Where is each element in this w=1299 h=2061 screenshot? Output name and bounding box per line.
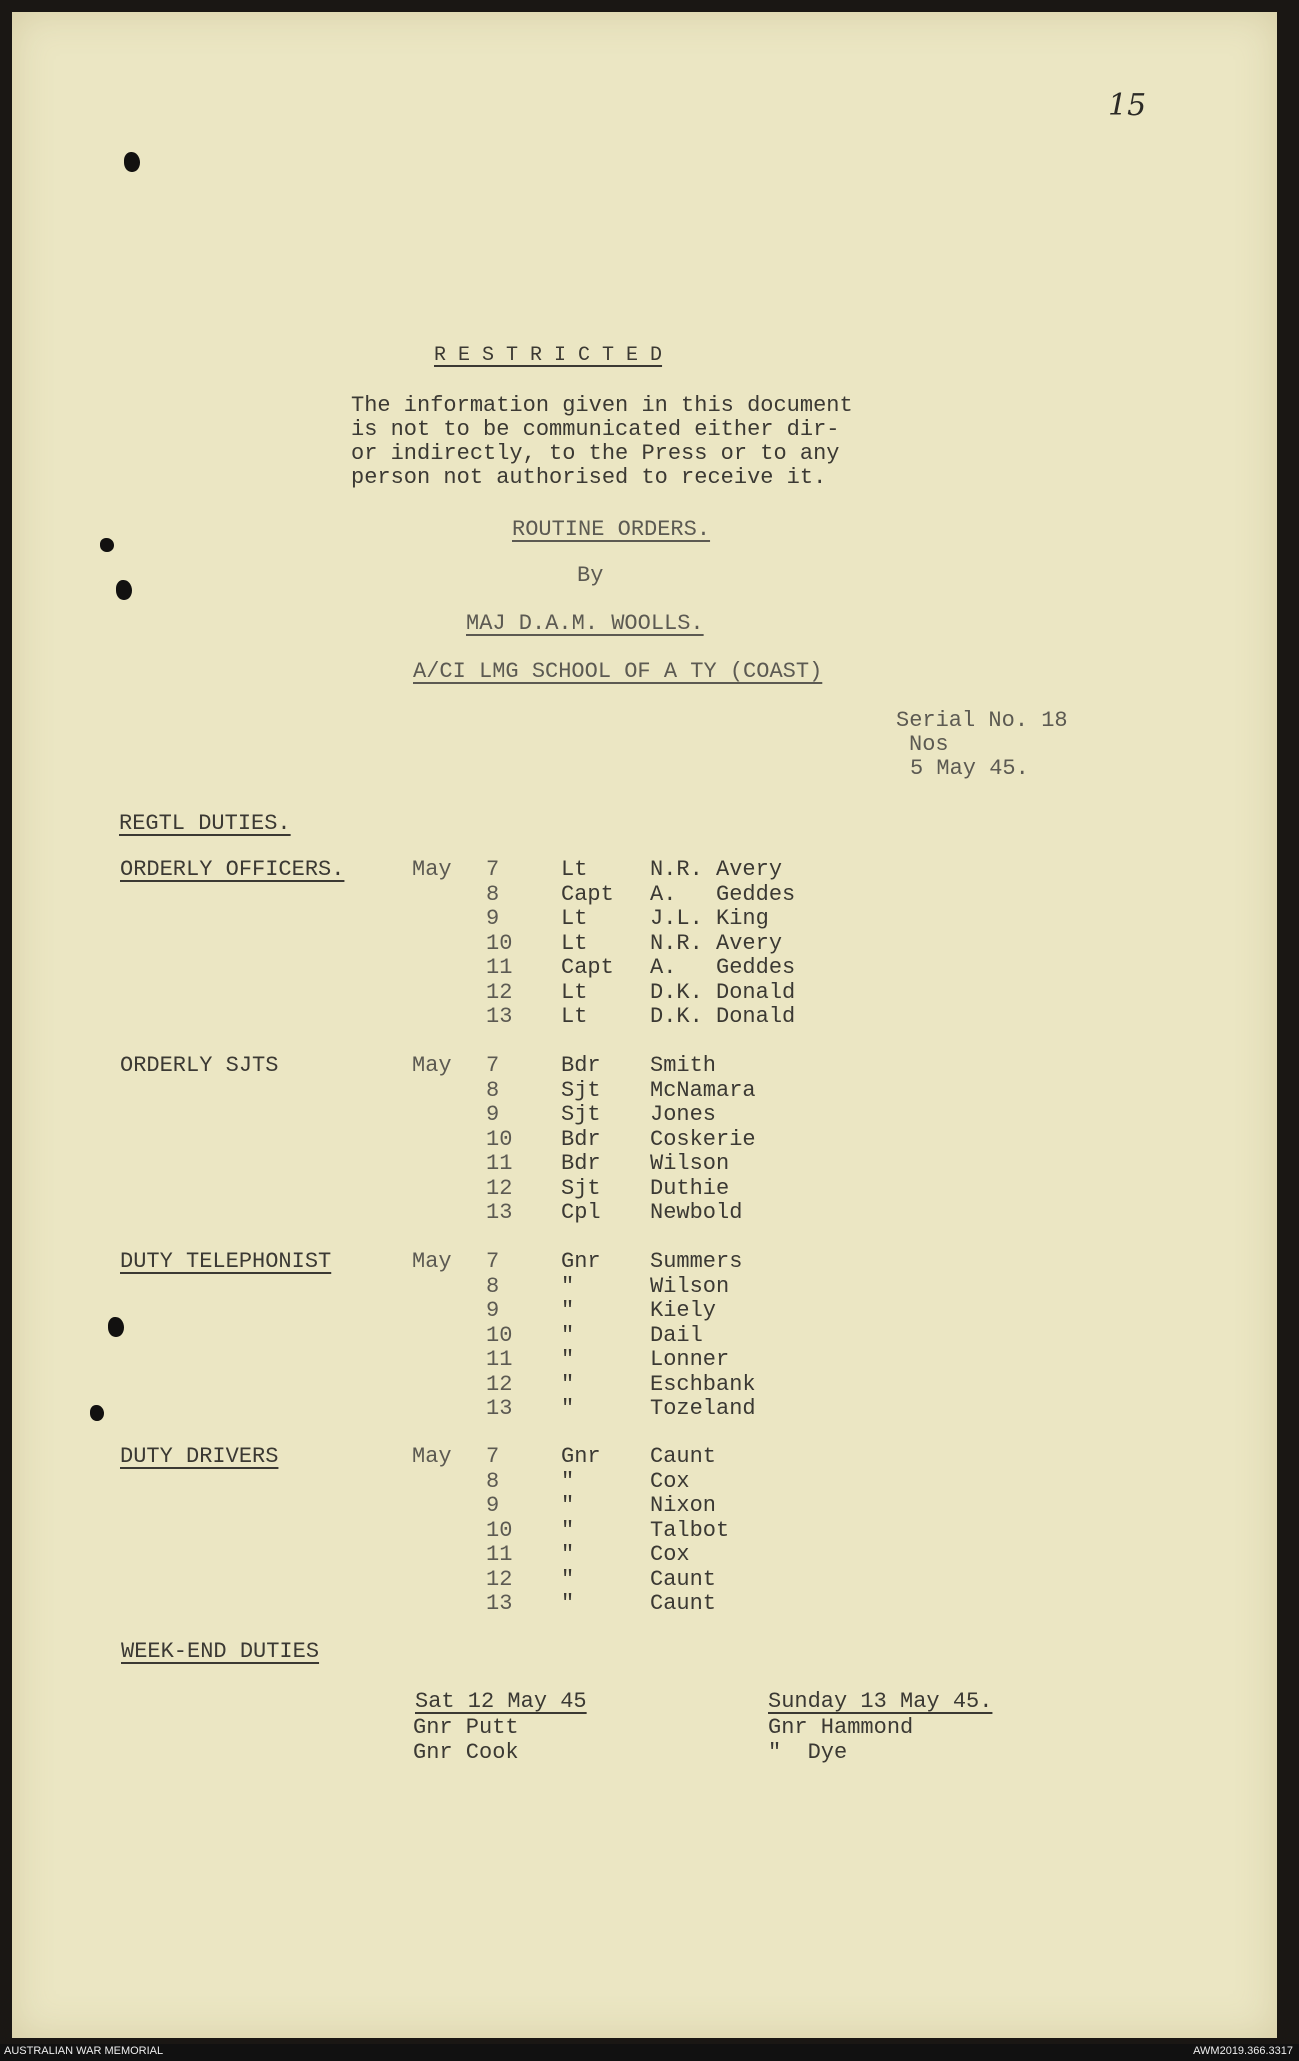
duty-day: 9: [486, 1493, 500, 1518]
sunday-duty: Gnr Hammond: [768, 1715, 914, 1740]
duty-rank: ": [561, 1273, 575, 1299]
duty-name: Nixon: [650, 1493, 717, 1518]
duty-day: 8: [486, 1077, 500, 1103]
serial-nos: Nos: [909, 732, 949, 757]
duty-day: 7: [486, 1053, 500, 1078]
duty-rank: ": [561, 1493, 575, 1518]
duty-rank: Sjt: [561, 1175, 601, 1201]
footer-credit: AUSTRALIAN WAR MEMORIAL: [4, 2045, 164, 2057]
duty-name: Tozeland: [650, 1396, 756, 1421]
duty-name: Dail: [650, 1322, 703, 1348]
by-line: By: [577, 563, 604, 588]
duty-name: McNamara: [650, 1077, 756, 1103]
duty-rank: Bdr: [561, 1151, 601, 1176]
duty-name: Wilson: [650, 1151, 730, 1176]
duty-rank: Gnr: [561, 1444, 601, 1469]
notice-line: is not to be communicated either dir-: [351, 417, 840, 442]
document-page: [12, 12, 1277, 2038]
duty-day: 8: [486, 1273, 500, 1299]
officer-name: MAJ D.A.M. WOOLLS.: [466, 611, 704, 636]
duty-rank: Cpl: [561, 1200, 601, 1225]
duty-name: Kiely: [650, 1298, 717, 1323]
punch-hole: [108, 1317, 124, 1337]
duty-day: 11: [486, 1151, 513, 1176]
punch-hole: [124, 152, 140, 172]
duty-rank: Capt: [561, 881, 614, 907]
section-month: May: [412, 1444, 452, 1469]
duty-day: 7: [486, 1249, 500, 1274]
notice-line: The information given in this document: [351, 393, 853, 418]
duty-rank: Lt: [561, 979, 588, 1005]
duty-day: 13: [486, 1396, 513, 1421]
duty-rank: Sjt: [561, 1102, 601, 1127]
duty-rank: Lt: [561, 857, 588, 882]
duty-rank: Lt: [561, 1004, 588, 1029]
duty-day: 7: [486, 1444, 500, 1469]
duty-rank: ": [561, 1322, 575, 1348]
duty-rank: Bdr: [561, 1126, 601, 1152]
duty-name: N.R. Avery: [650, 857, 783, 882]
orders-title: ROUTINE ORDERS.: [512, 517, 711, 542]
duty-day: 12: [486, 1175, 513, 1201]
footer-bar: [0, 2044, 1299, 2061]
duty-day: 13: [486, 1004, 513, 1029]
duty-rank: Bdr: [561, 1053, 601, 1078]
unit-name: A/CI LMG SCHOOL OF A TY (COAST): [413, 659, 823, 684]
section-title: DUTY DRIVERS: [120, 1444, 279, 1469]
duty-name: Cox: [650, 1542, 690, 1567]
section-title: DUTY TELEPHONIST: [120, 1249, 332, 1274]
duty-day: 11: [486, 1542, 513, 1567]
duty-day: 12: [486, 1371, 513, 1397]
duty-day: 13: [486, 1200, 513, 1225]
duty-rank: ": [561, 1517, 575, 1543]
duty-rank: ": [561, 1298, 575, 1323]
duty-name: A. Geddes: [650, 881, 796, 907]
duty-rank: Gnr: [561, 1249, 601, 1274]
duty-rank: ": [561, 1396, 575, 1421]
duty-name: Caunt: [650, 1591, 717, 1616]
regtl-duties-heading: REGTL DUTIES.: [119, 811, 291, 836]
section-month: May: [412, 857, 452, 882]
section-title: ORDERLY OFFICERS.: [120, 857, 345, 882]
notice-line: person not authorised to receive it.: [351, 465, 827, 490]
duty-name: Jones: [650, 1102, 717, 1127]
duty-rank: Sjt: [561, 1077, 601, 1103]
duty-rank: ": [561, 1542, 575, 1567]
page-number: 15: [1108, 88, 1147, 123]
duty-rank: ": [561, 1468, 575, 1494]
duty-name: Caunt: [650, 1566, 717, 1592]
saturday-duty: Gnr Cook: [413, 1740, 519, 1765]
punch-hole: [100, 538, 114, 552]
duty-name: Summers: [650, 1249, 743, 1274]
section-title: ORDERLY SJTS: [120, 1053, 279, 1078]
duty-day: 10: [486, 930, 513, 956]
duty-name: J.L. King: [650, 906, 769, 931]
duty-day: 12: [486, 979, 513, 1005]
sunday-title: Sunday 13 May 45.: [768, 1689, 993, 1714]
duty-rank: ": [561, 1371, 575, 1397]
duty-name: Duthie: [650, 1175, 730, 1201]
duty-day: 13: [486, 1591, 513, 1616]
duty-name: Talbot: [650, 1517, 730, 1543]
duty-rank: ": [561, 1347, 575, 1372]
duty-name: Caunt: [650, 1444, 717, 1469]
section-month: May: [412, 1053, 452, 1078]
duty-name: N.R. Avery: [650, 930, 783, 956]
duty-name: A. Geddes: [650, 955, 796, 980]
section-month: May: [412, 1249, 452, 1274]
duty-name: Coskerie: [650, 1126, 756, 1152]
duty-day: 10: [486, 1322, 513, 1348]
serial-number: Serial No. 18: [896, 708, 1068, 733]
serial-date: 5 May 45.: [910, 756, 1029, 781]
punch-hole: [116, 580, 132, 600]
duty-day: 12: [486, 1566, 513, 1592]
duty-name: Eschbank: [650, 1371, 756, 1397]
sunday-duty: " Dye: [768, 1740, 848, 1765]
duty-day: 10: [486, 1126, 513, 1152]
duty-name: Wilson: [650, 1273, 730, 1299]
punch-hole: [90, 1405, 104, 1421]
weekend-heading: WEEK-END DUTIES: [121, 1639, 320, 1664]
duty-day: 11: [486, 955, 513, 980]
duty-rank: Lt: [561, 906, 588, 931]
duty-name: D.K. Donald: [650, 1004, 796, 1029]
duty-rank: Capt: [561, 955, 614, 980]
duty-name: Smith: [650, 1053, 717, 1078]
duty-day: 9: [486, 1102, 500, 1127]
duty-day: 7: [486, 857, 500, 882]
duty-day: 9: [486, 1298, 500, 1323]
duty-rank: ": [561, 1591, 575, 1616]
duty-rank: Lt: [561, 930, 588, 956]
restriction-notice: [351, 394, 853, 490]
duty-day: 8: [486, 1468, 500, 1494]
notice-line: or indirectly, to the Press or to any: [351, 441, 840, 466]
duty-day: 9: [486, 906, 500, 931]
duty-name: Lonner: [650, 1347, 730, 1372]
saturday-title: Sat 12 May 45: [415, 1689, 587, 1714]
duty-day: 11: [486, 1347, 513, 1372]
duty-day: 10: [486, 1517, 513, 1543]
duty-name: Cox: [650, 1468, 690, 1494]
duty-name: D.K. Donald: [650, 979, 796, 1005]
restricted-heading: R E S T R I C T E D: [434, 344, 663, 367]
duty-day: 8: [486, 881, 500, 907]
footer-accession: AWM2019.366.3317: [1193, 2045, 1293, 2057]
saturday-duty: Gnr Putt: [413, 1715, 519, 1740]
duty-name: Newbold: [650, 1200, 743, 1225]
duty-rank: ": [561, 1566, 575, 1592]
